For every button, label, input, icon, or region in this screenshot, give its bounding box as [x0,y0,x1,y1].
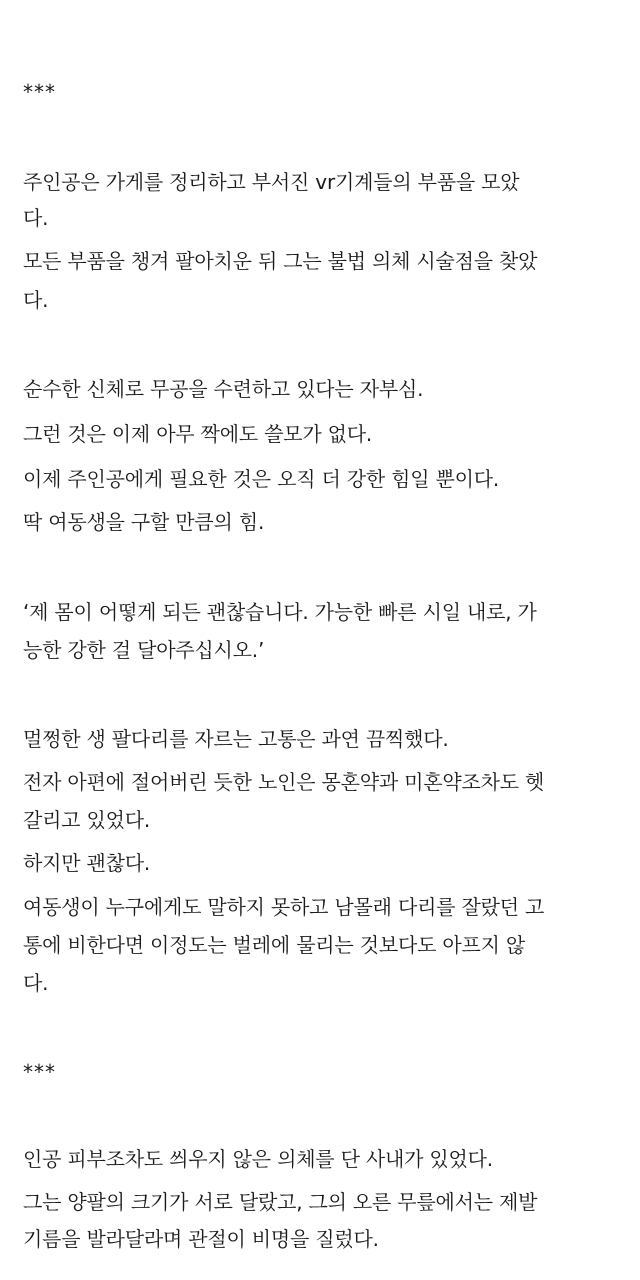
paragraph-line: 딱 여동생을 구할 만큼의 힘. [23,510,265,534]
paragraph-line: 순수한 신체로 무공을 수련하고 있다는 자부심. [23,377,424,401]
paragraph-line: 주인공은 가게를 정리하고 부서진 vr기계들의 부품을 모았 [23,170,520,194]
paragraph-line: 기름을 발라달라며 관절이 비명을 질렀다. [23,1227,379,1251]
paragraph-line: 갈리고 있었다. [23,808,151,832]
paragraph-line: 여동생이 누구에게도 말하지 못하고 남몰래 다리를 잘랐던 고 [23,895,545,919]
section-separator: *** [23,1060,56,1084]
paragraph-line: 그런 것은 이제 아무 짝에도 쓸모가 없다. [23,422,373,446]
paragraph-line: ‘제 몸이 어떻게 되든 괜찮습니다. 가능한 빠른 시일 내로, 가 [23,600,537,624]
paragraph-line: 다. [23,971,49,995]
paragraph-line: 이제 주인공에게 필요한 것은 오직 더 강한 힘일 뿐이다. [23,467,500,491]
paragraph-line: 하지만 괜찮다. [23,851,151,875]
paragraph-line: 멀쩡한 생 팔다리를 자르는 고통은 과연 끔찍했다. [23,727,449,751]
paragraph-line: 전자 아편에 절어버린 듯한 노인은 몽혼약과 미혼약조차도 헷 [23,770,545,794]
paragraph-line: 모든 부품을 챙겨 팔아치운 뒤 그는 불법 의체 시술점을 찾았 [23,249,538,273]
paragraph-line: 다. [23,206,49,230]
section-separator: *** [23,80,56,104]
paragraph-line: 통에 비한다면 이정도는 벌레에 물리는 것보다도 아프지 않 [23,933,525,957]
paragraph-line: 능한 강한 걸 달아주십시오.’ [23,638,265,662]
paragraph-line: 인공 피부조차도 씌우지 않은 의체를 단 사내가 있었다. [23,1147,493,1171]
paragraph-line: 그는 양팔의 크기가 서로 달랐고, 그의 오른 무릎에서는 제발 [23,1190,538,1214]
paragraph-line: 다. [23,288,49,312]
